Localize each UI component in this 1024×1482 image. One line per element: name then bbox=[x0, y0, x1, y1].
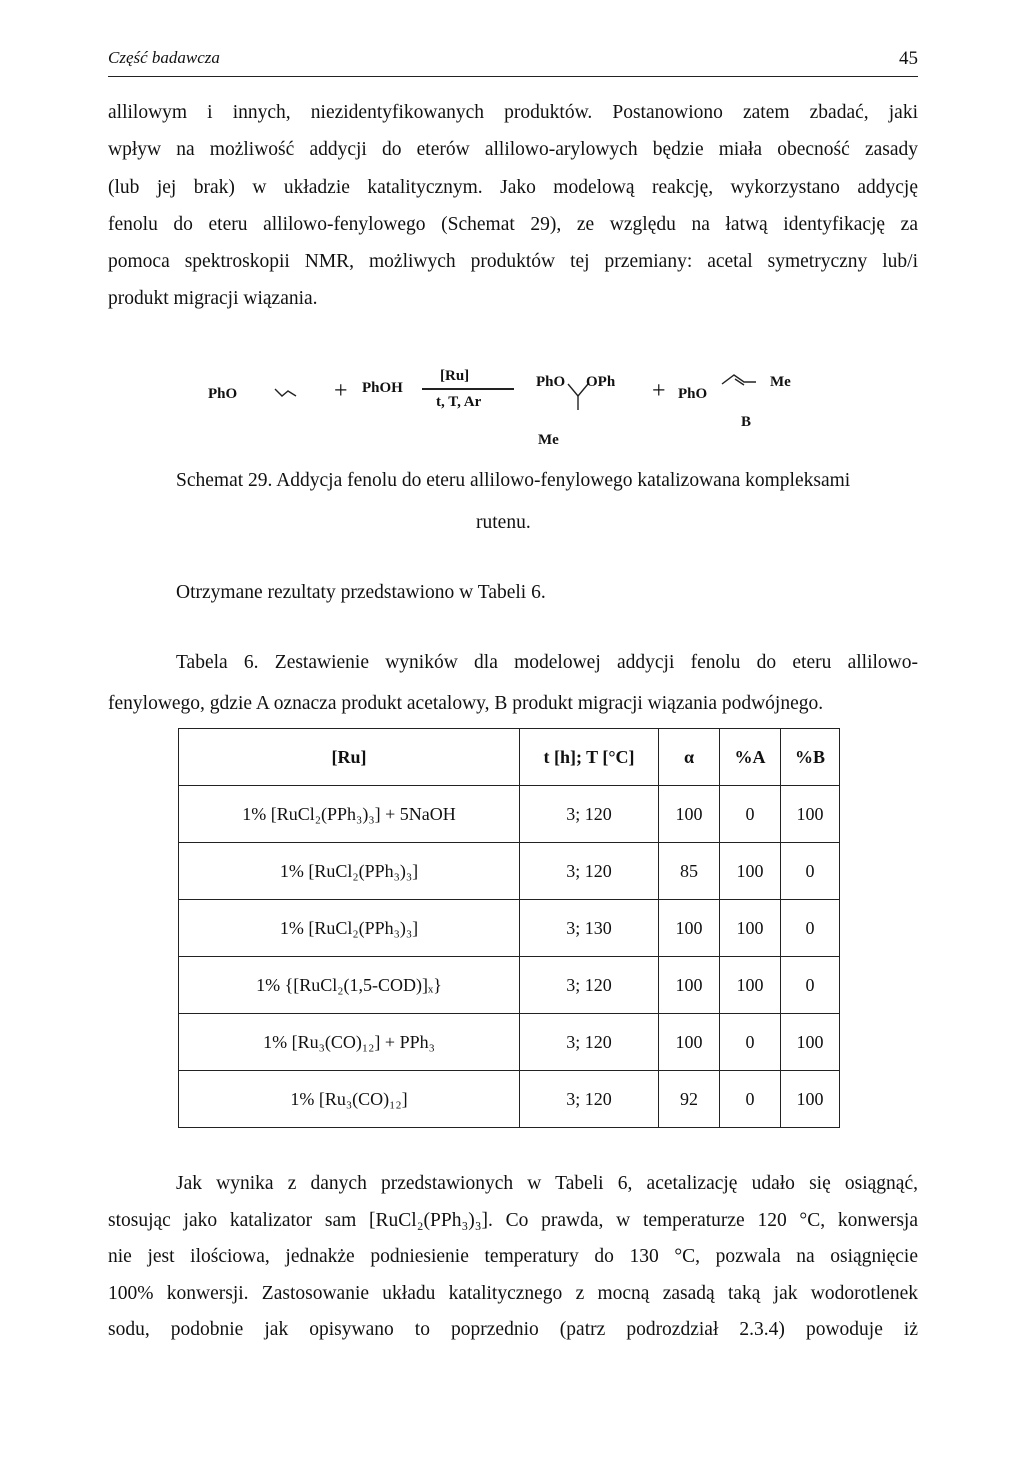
table-cell: 0 bbox=[720, 786, 781, 843]
paragraph-line: 100% konwersji. Zastosowanie układu katalitycznego z mocną zasadą taką jak wodorotlenek bbox=[108, 1282, 918, 1304]
plus-sign: + bbox=[334, 378, 348, 404]
paragraph-line: allilowym i innych, niezidentyfikowanych produktów. Postanowiono zatem zbadać, jaki bbox=[108, 102, 918, 123]
product-b-left: PhO bbox=[678, 386, 708, 402]
scheme-caption bbox=[176, 468, 916, 536]
header-cell: %A bbox=[720, 729, 781, 786]
table-cell: 100 bbox=[781, 1014, 840, 1071]
paragraph-2 bbox=[108, 1166, 918, 1349]
table-cell: 85 bbox=[659, 843, 720, 900]
reaction-scheme bbox=[200, 360, 840, 460]
product-a-substituent: Me bbox=[538, 432, 559, 448]
product-b-label: B bbox=[741, 414, 752, 430]
table-cell: 3; 120 bbox=[520, 1071, 659, 1128]
table-caption bbox=[108, 650, 918, 717]
conditions-label: t, T, Ar bbox=[436, 394, 482, 410]
product-a-left: PhO bbox=[536, 374, 566, 390]
table-intro: Otrzymane rezultaty przedstawiono w Tabeli 6. bbox=[176, 582, 546, 603]
table-cell: 100 bbox=[781, 786, 840, 843]
table-cell: 92 bbox=[659, 1071, 720, 1128]
table-row bbox=[179, 957, 840, 1014]
results-table bbox=[178, 728, 840, 1128]
table-cell: 100 bbox=[659, 1014, 720, 1071]
table-row bbox=[179, 1071, 840, 1128]
paragraph-line: (lub jej brak) w układzie katalitycznym. Jako modelową reakcję, wykorzystano addycję bbox=[108, 176, 918, 198]
page-number: 45 bbox=[899, 48, 918, 69]
table-cell: 1% {[RuCl₂(1,5-COD)]ₓ} bbox=[179, 957, 520, 1014]
table-cell: 100 bbox=[659, 957, 720, 1014]
section-title: Część badawcza bbox=[108, 48, 220, 67]
reactant-2: PhOH bbox=[362, 380, 403, 396]
product-b-right: Me bbox=[770, 374, 791, 390]
table-cell: 1% [Ru₃(CO)₁₂] bbox=[179, 1071, 520, 1128]
table-row bbox=[179, 1014, 840, 1071]
header-cell: t [h]; T [°C] bbox=[520, 729, 659, 786]
header-cell: α bbox=[659, 729, 720, 786]
header-rule bbox=[108, 76, 918, 77]
table-cell: 0 bbox=[781, 843, 840, 900]
paragraph-line: wpływ na możliwość addycji do eterów allilowo-arylowych będzie miała obecność zasady bbox=[108, 139, 918, 161]
paragraph-line: pomoca spektroskopii NMR, możliwych produktów tej przemiany: acetal symetryczny lub/i bbox=[108, 251, 918, 273]
table-cell: 1% [RuCl₂(PPh₃)₃] bbox=[179, 843, 520, 900]
paragraph-line: nie jest ilościowa, jednakże podniesienie temperatury do 130 °C, pozwala na osiągnięcie bbox=[108, 1246, 918, 1268]
catalyst-label: [Ru] bbox=[440, 368, 470, 384]
table-cell: 3; 120 bbox=[520, 957, 659, 1014]
paragraph-line: produkt migracji wiązania. bbox=[108, 288, 318, 310]
table-cell: 0 bbox=[781, 957, 840, 1014]
table-cell: 100 bbox=[659, 900, 720, 957]
paragraph-line: sodu, podobnie jak opisywano to poprzednio (patrz podrozdział 2.3.4) powoduje iż bbox=[108, 1319, 918, 1341]
table-cell: 100 bbox=[659, 786, 720, 843]
reactant-1: PhO bbox=[208, 386, 238, 402]
table-row bbox=[179, 786, 840, 843]
product-a-right: OPh bbox=[586, 374, 616, 390]
table-cell: 100 bbox=[781, 1071, 840, 1128]
table-row bbox=[179, 843, 840, 900]
caption-line: Schemat 29. Addycja fenolu do eteru allilowo-fenylowego katalizowana kompleksami bbox=[176, 470, 851, 491]
table-cell: 3; 130 bbox=[520, 900, 659, 957]
header-cell: %B bbox=[781, 729, 840, 786]
allyl-bond-icon bbox=[274, 386, 298, 398]
table-cell: 1% [Ru₃(CO)₁₂] + PPh₃ bbox=[179, 1014, 520, 1071]
header-cell: [Ru] bbox=[179, 729, 520, 786]
paragraph-line: Jak wynika z danych przedstawionych w Tabeli 6, acetalizację udało się osiągnąć, bbox=[176, 1173, 918, 1194]
table-cell: 0 bbox=[720, 1071, 781, 1128]
table-cell: 0 bbox=[720, 1014, 781, 1071]
paragraph-line: stosując jako katalizator sam [RuCl₂(PPh₃)₃]. Co prawda, w temperaturze 120 °C, konwersja bbox=[108, 1209, 918, 1231]
table-cell: 100 bbox=[720, 900, 781, 957]
plus-sign: + bbox=[652, 378, 666, 404]
table-cell: 1% [RuCl₂(PPh₃)₃] bbox=[179, 900, 520, 957]
caption-line: rutenu. bbox=[476, 512, 531, 533]
table-cell: 1% [RuCl₂(PPh₃)₃] + 5NaOH bbox=[179, 786, 520, 843]
table-cell: 100 bbox=[720, 843, 781, 900]
table-header-row bbox=[179, 729, 840, 786]
paragraph-1 bbox=[108, 94, 918, 318]
table-cell: 100 bbox=[720, 957, 781, 1014]
table-cell: 3; 120 bbox=[520, 1014, 659, 1071]
table-cell: 3; 120 bbox=[520, 786, 659, 843]
paragraph-line: fenolu do eteru allilowo-fenylowego (Schemat 29), ze względu na łatwą identyfikację za bbox=[108, 213, 918, 235]
table-cell: 0 bbox=[781, 900, 840, 957]
table-caption-line: fenylowego, gdzie A oznacza produkt acetalowy, B produkt migracji wiązania podwójnego. bbox=[108, 693, 824, 714]
table-caption-line: Tabela 6. Zestawienie wyników dla modelowej addycji fenolu do eteru allilowo- bbox=[176, 652, 918, 673]
table-cell: 3; 120 bbox=[520, 843, 659, 900]
propenyl-bond-icon bbox=[720, 372, 772, 388]
page-header bbox=[108, 44, 918, 78]
table-row bbox=[179, 900, 840, 957]
reaction-arrow bbox=[422, 388, 514, 390]
